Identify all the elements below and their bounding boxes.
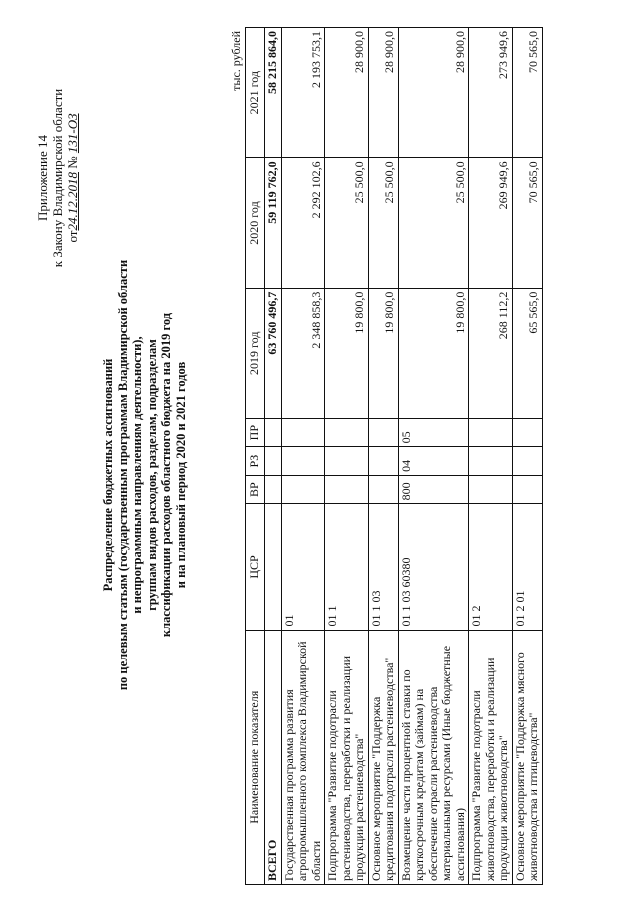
- row-vr: [368, 475, 398, 503]
- row-2021: 273 949,6: [469, 28, 513, 158]
- row-name: Подпрограмма "Развитие подотрасли животноводства, переработки и реализации продукции животноводства": [469, 630, 513, 884]
- number-prefix: №: [65, 156, 80, 169]
- header-vr: ВР: [246, 475, 265, 503]
- row-2019: 2 348 858,3: [281, 288, 325, 418]
- row-name: Основное мероприятие "Поддержка кредитования подотрасли растениеводства": [368, 630, 398, 884]
- row-rz: [368, 447, 398, 475]
- header-name: Наименование показателя: [246, 630, 265, 884]
- row-rz: [281, 447, 325, 475]
- row-2019: 268 112,2: [469, 288, 513, 418]
- row-2021: 2 193 753,1: [281, 28, 325, 158]
- row-2021: 70 565,0: [512, 28, 542, 158]
- row-rz: [469, 447, 513, 475]
- row-name: Государственная программа развития агропромышленного комплекса Владимирской области: [281, 630, 325, 884]
- header-csr: ЦСР: [246, 504, 265, 630]
- row-pr: [325, 418, 369, 446]
- table-row: [469, 28, 513, 885]
- document-title: [101, 165, 188, 785]
- budget-table: [245, 27, 543, 885]
- header-2020: 2020 год: [246, 158, 265, 288]
- row-csr: 01 1: [325, 504, 369, 630]
- row-2020: 25 500,0: [368, 158, 398, 288]
- row-2020: 25 500,0: [325, 158, 369, 288]
- title-line: и непрограммным направлениям деятельности),: [130, 336, 144, 614]
- header-rz: РЗ: [246, 447, 265, 475]
- row-2019: 19 800,0: [325, 288, 369, 418]
- table-row: [281, 28, 325, 885]
- row-rz: [512, 447, 542, 475]
- row-2020: 25 500,0: [398, 158, 469, 288]
- handwritten-number: 131-ОЗ: [65, 113, 80, 154]
- row-csr: 01 1 03 60380: [398, 504, 469, 630]
- row-pr: [512, 418, 542, 446]
- table-header-row: [246, 28, 265, 885]
- row-name: Основное мероприятие "Поддержка мясного животноводства и птицеводства": [512, 630, 542, 884]
- appendix-date-line: [65, 63, 80, 293]
- table-row: [512, 28, 542, 885]
- row-vr: [512, 475, 542, 503]
- row-vr: [469, 475, 513, 503]
- header-2021: 2021 год: [246, 28, 265, 158]
- title-line: Распределение бюджетных ассигнований: [101, 358, 115, 592]
- row-2020: 269 949,6: [469, 158, 513, 288]
- header-2019: 2019 год: [246, 288, 265, 418]
- row-csr: 01 2 01: [512, 504, 542, 630]
- row-2019: 19 800,0: [368, 288, 398, 418]
- row-vr: [325, 475, 369, 503]
- header-pr: ПР: [246, 418, 265, 446]
- table-row: [398, 28, 469, 885]
- title-line: классификации расходов областного бюджета на 2019 год: [159, 312, 173, 638]
- row-2021: 28 900,0: [325, 28, 369, 158]
- row-2021: 28 900,0: [398, 28, 469, 158]
- appendix-block: [35, 63, 80, 293]
- rotated-page: [35, 27, 610, 885]
- appendix-law: к Закону Владимирской области: [50, 88, 65, 268]
- row-pr: 05: [398, 418, 469, 446]
- title-line: по целевым статьям (государственным программам Владимирской области: [115, 259, 130, 691]
- table-row: [325, 28, 369, 885]
- row-vr: [281, 475, 325, 503]
- row-pr: [469, 418, 513, 446]
- title-line: и на плановый период 2020 и 2021 годов: [173, 361, 188, 589]
- row-2019: 19 800,0: [398, 288, 469, 418]
- total-2020: 59 119 762,0: [265, 158, 282, 288]
- total-2019: 63 760 496,7: [265, 288, 282, 418]
- total-row: [265, 28, 282, 885]
- row-2020: 2 292 102,6: [281, 158, 325, 288]
- row-csr: 01: [281, 504, 325, 630]
- row-2020: 70 565,0: [512, 158, 542, 288]
- row-pr: [281, 418, 325, 446]
- row-vr: 800: [398, 475, 469, 503]
- handwritten-date: 24.12.2018: [65, 172, 80, 231]
- title-line: группам видов расходов, разделам, подразделам: [144, 339, 159, 611]
- appendix-title: Приложение 14: [35, 134, 50, 222]
- row-rz: [325, 447, 369, 475]
- row-pr: [368, 418, 398, 446]
- total-label: ВСЕГО: [265, 630, 282, 884]
- row-csr: 01 1 03: [368, 504, 398, 630]
- row-csr: 01 2: [469, 504, 513, 630]
- row-name: Возмещение части процентной ставки по краткосрочным кредитам (займам) на обеспечение отрасли растениеводства материальными ресурсами (Иные бюджетные ассигнования): [398, 630, 469, 884]
- row-name: Подпрограмма "Развитие подотрасли растениеводства, переработки и реализации продукции растениеводства": [325, 630, 369, 884]
- row-2019: 65 565,0: [512, 288, 542, 418]
- total-2021: 58 215 864,0: [265, 28, 282, 158]
- row-rz: 04: [398, 447, 469, 475]
- row-2021: 28 900,0: [368, 28, 398, 158]
- units-label: тыс. рублей: [229, 31, 243, 91]
- table-row: [368, 28, 398, 885]
- date-prefix: от: [65, 230, 80, 243]
